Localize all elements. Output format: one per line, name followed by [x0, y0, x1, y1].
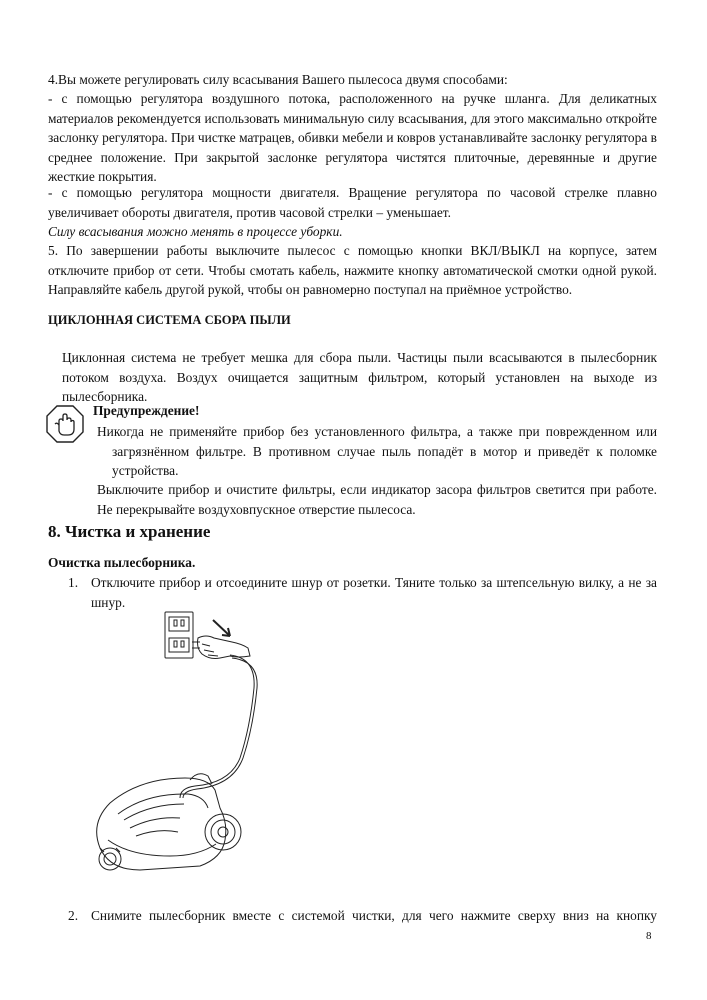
suction-intro: 4.Вы можете регулировать силу всасывания Вашего пылесоса двумя способами:	[48, 72, 508, 87]
warning-text-2	[97, 480, 657, 519]
unplug-vacuum-illustration	[80, 608, 290, 893]
hose-inlet	[99, 848, 121, 870]
motor-paragraph: - с помощью регулятора мощности двигателя. Вращение регулятора по часовой стрелке плавно увеличивает обороты двигателя, против часовой стрелки – уменьшает.	[48, 185, 657, 220]
warning-title: Предупреждение!	[93, 403, 200, 418]
step-number: 1.	[68, 575, 79, 590]
finish-paragraph: 5. По завершении работы выключите пылесос с помощью кнопки ВКЛ/ВЫКЛ на корпусе, затем отключите прибор от сети. Чтобы смотать кабель, нажмите кнопку автоматической смотки одной рукой. Направляйте кабель другой рукой, чтобы он равномерно поступал на приёмное устройство.	[48, 243, 657, 298]
airflow-paragraph: - с помощью регулятора воздушного потока, расположенного на ручке шланга. Для деликатных материалов рекомендуется использовать минимальную силу всасывания, для этого максимально откройте заслонку регулятора. При чистке матрацев, обивки мебели и ковров устанавливайте заслонку регулятора в среднее положение. При закрытой заслонке регулятора чистятся плиточные, деревянные и другие жесткие покрытия.	[48, 91, 657, 185]
cyclone-description: Циклонная система не требует мешка для сбора пыли. Частицы пыли всасываются в пылесборник потоком воздуха. Воздух очищается защитным фильтром, который установлен на выходе из пылесборника.	[62, 350, 657, 405]
cyclone-heading: ЦИКЛОННАЯ СИСТЕМА СБОРА ПЫЛИ	[48, 313, 291, 327]
step-item	[48, 906, 657, 926]
warning-text-2-content: Выключите прибор и очистите фильтры, если индикатор засора фильтров светится при работе. Не перекрывайте воздуховпускное отверстие пылесоса.	[97, 482, 657, 517]
warning-text-1-content: Никогда не применяйте прибор без установленного фильтра, а также при поврежденном или загрязнённом фильтре. В противном случае пыль попадёт в мотор и приведёт к поломке устройства.	[97, 424, 657, 479]
hand	[198, 636, 251, 659]
page-number: 8	[646, 930, 652, 942]
step-number: 2.	[68, 908, 79, 923]
warning-text-1	[97, 422, 657, 481]
power-cable	[180, 655, 254, 798]
step-text: Снимите пылесборник вместе с системой чистки, для чего нажмите сверху вниз на кнопку	[91, 908, 657, 923]
step-item	[48, 573, 657, 612]
step-text: Отключите прибор и отсоедините шнур от розетки. Тяните только за штепсельную вилку, а не за шнур.	[91, 575, 657, 610]
warning-hand-icon	[45, 404, 85, 444]
pull-arrow	[213, 620, 230, 636]
suction-note: Силу всасывания можно менять в процессе уборки.	[48, 224, 343, 239]
vacuum-wheel	[205, 814, 241, 850]
subsection-title: Очистка пылесборника.	[48, 555, 196, 570]
section-title: 8. Чистка и хранение	[48, 522, 211, 541]
